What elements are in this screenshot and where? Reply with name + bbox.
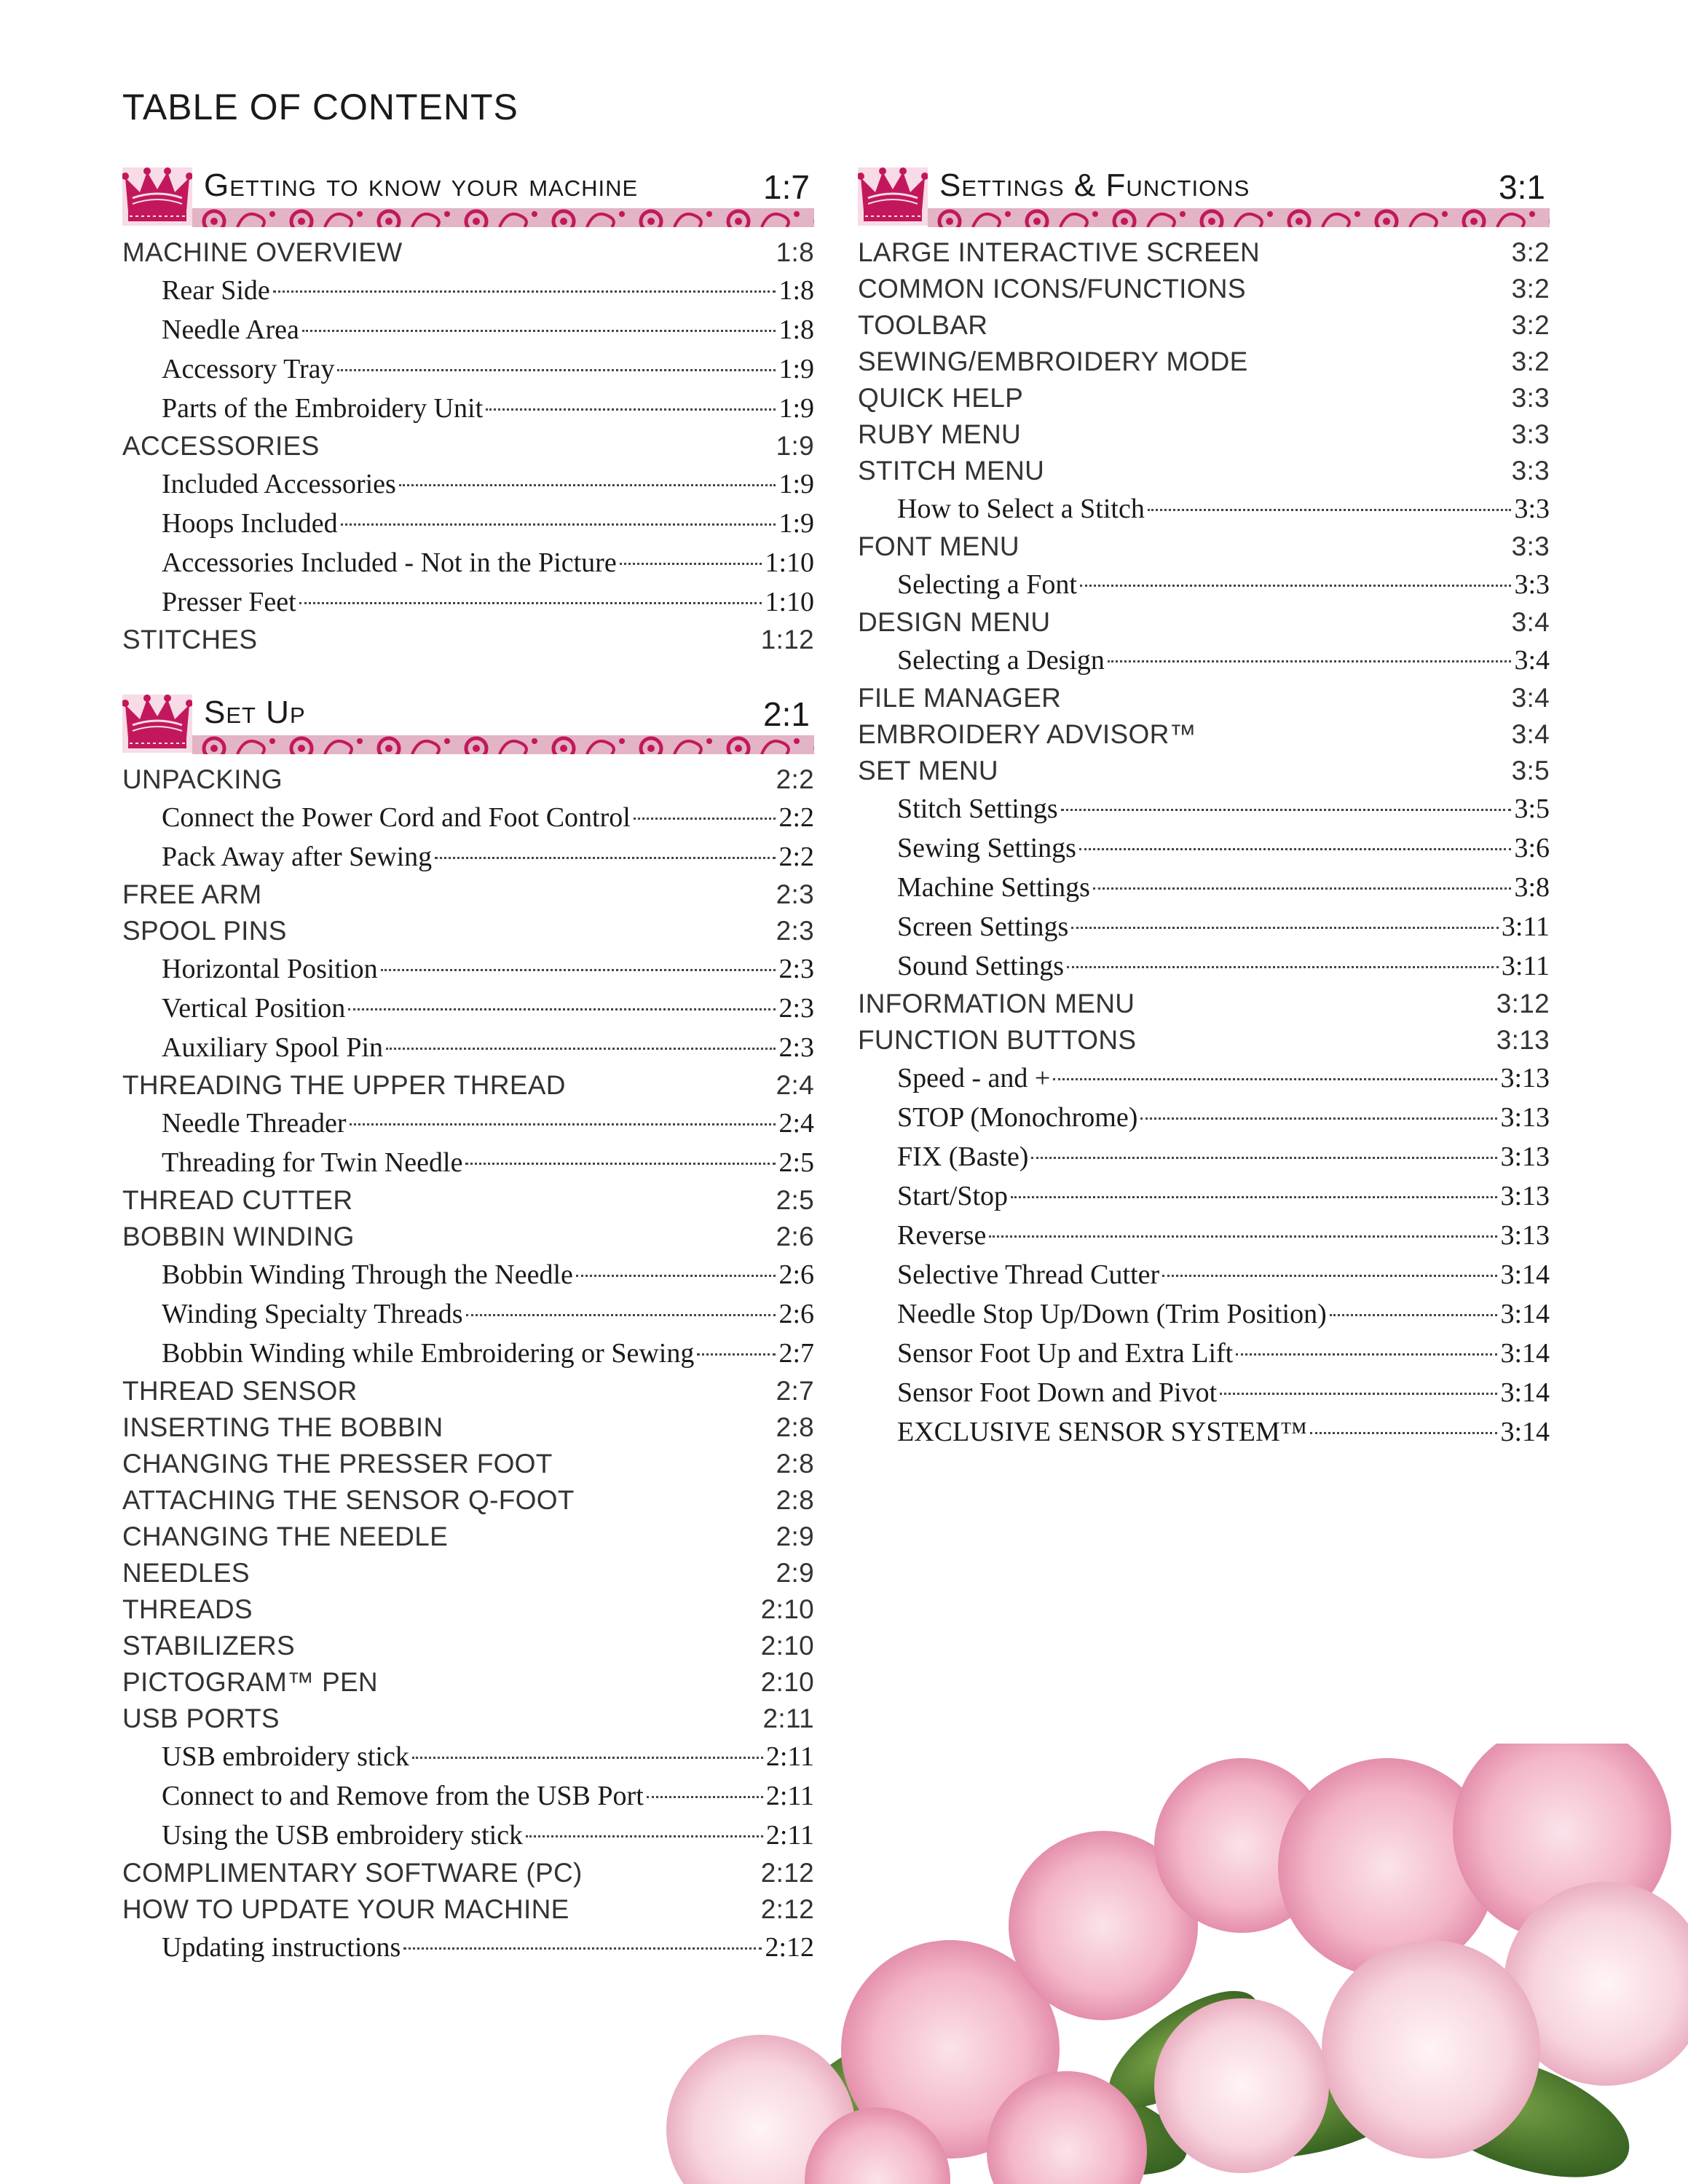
toc-entry-label: Selecting a Design [897, 645, 1105, 676]
toc-entry-label: Needle Stop Up/Down (Trim Position) [897, 1299, 1327, 1329]
toc-entry-label: INSERTING THE BOBBIN [122, 1412, 443, 1442]
toc-entry-label: EXCLUSIVE SENSOR SYSTEM™ [897, 1417, 1307, 1447]
toc-entry-page: 3:3 [1511, 531, 1550, 561]
toc-entry[interactable] [122, 622, 814, 658]
toc-entry-page: 1:12 [760, 625, 814, 654]
toc-entry-page: 2:11 [762, 1704, 814, 1733]
toc-subentry[interactable] [122, 1255, 814, 1294]
toc-entry-label: FIX (Baste) [897, 1142, 1029, 1172]
toc-entry-page: 2:4 [776, 1070, 814, 1100]
toc-entry[interactable] [122, 1519, 814, 1555]
toc-entry-page: 3:14 [1500, 1299, 1550, 1329]
toc-entry-label: BOBBIN WINDING [122, 1222, 355, 1251]
toc-entry-label: EMBROIDERY ADVISOR™ [858, 719, 1196, 749]
toc-entry-page: 3:4 [1514, 645, 1550, 676]
section-number: 1:7 [763, 168, 810, 206]
toc-entry-page: 3:2 [1511, 237, 1550, 267]
toc-entry-label: THREADING THE UPPER THREAD [122, 1070, 566, 1100]
toc-entry-label: THREAD CUTTER [122, 1185, 353, 1215]
toc-entry-label: Stitch Settings [897, 794, 1058, 824]
section-title: Set Up [204, 695, 306, 730]
toc-entry-label: THREADS [122, 1594, 253, 1624]
toc-entry-page: 2:5 [778, 1147, 814, 1178]
toc-entry[interactable] [858, 604, 1550, 641]
toc-entry-label: SET MENU [858, 756, 998, 786]
toc-entry[interactable] [858, 271, 1550, 307]
toc-entry-label: ACCESSORIES [122, 431, 320, 461]
toc-entry-page: 2:12 [765, 1932, 814, 1963]
toc-subentry[interactable] [122, 543, 814, 582]
toc-entry-page: 2:3 [778, 1032, 814, 1063]
toc-subentry[interactable] [858, 1373, 1550, 1412]
swirl-pattern [928, 208, 1550, 227]
toc-list-section-3 [858, 234, 1550, 1452]
section-header-set-up [122, 690, 814, 754]
toc-subentry[interactable] [122, 989, 814, 1028]
toc-entry[interactable] [858, 307, 1550, 344]
toc-entry-page: 2:3 [778, 954, 814, 984]
toc-entry[interactable] [122, 1555, 814, 1591]
toc-entry-page: 2:7 [778, 1338, 814, 1369]
toc-entry-label: Winding Specialty Threads [162, 1299, 463, 1329]
toc-entry-page: 3:3 [1514, 494, 1550, 524]
toc-entry-page: 2:8 [776, 1485, 814, 1515]
toc-entry-page: 2:2 [778, 802, 814, 833]
toc-entry-page: 2:7 [776, 1376, 814, 1406]
toc-entry-label: INFORMATION MENU [858, 989, 1135, 1018]
toc-entry-page: 2:3 [776, 916, 814, 946]
toc-entry-page: 1:9 [778, 508, 814, 539]
toc-entry-page: 2:8 [776, 1412, 814, 1442]
toc-entry-label: Vertical Position [162, 993, 346, 1024]
toc-entry-page: 3:11 [1501, 951, 1550, 981]
toc-entry[interactable] [122, 1409, 814, 1446]
toc-entry-page: 2:2 [776, 764, 814, 794]
toc-entry-label: COMMON ICONS/FUNCTIONS [858, 274, 1246, 304]
toc-entry-page: 3:13 [1500, 1181, 1550, 1211]
section-number: 3:1 [1499, 168, 1545, 206]
toc-entry-page: 1:8 [776, 237, 814, 267]
toc-entry-label: Speed - and + [897, 1063, 1051, 1093]
toc-entry[interactable] [858, 234, 1550, 271]
toc-entry-label: Bobbin Winding Through the Needle [162, 1259, 573, 1290]
toc-subentry[interactable] [122, 837, 814, 877]
toc-subentry[interactable] [122, 310, 814, 349]
toc-subentry[interactable] [858, 1334, 1550, 1373]
section-header-getting-to-know [122, 163, 814, 227]
toc-subentry[interactable] [858, 907, 1550, 946]
toc-entry-page: 3:2 [1511, 310, 1550, 340]
toc-entry-label: THREAD SENSOR [122, 1376, 358, 1406]
toc-entry-page: 1:9 [778, 469, 814, 499]
toc-entry[interactable] [122, 1219, 814, 1255]
toc-entry[interactable] [122, 913, 814, 949]
toc-subentry[interactable] [858, 1255, 1550, 1294]
toc-entry-label: STABILIZERS [122, 1631, 296, 1661]
toc-subentry[interactable] [122, 949, 814, 989]
toc-list-section-1 [122, 234, 814, 658]
toc-entry[interactable] [858, 529, 1550, 565]
toc-entry-label: Sensor Foot Up and Extra Lift [897, 1338, 1234, 1369]
toc-entry-page: 3:13 [1500, 1063, 1550, 1093]
toc-entry-page: 1:10 [765, 587, 814, 617]
toc-entry[interactable] [122, 1591, 814, 1628]
decorative-band [192, 735, 814, 754]
toc-entry-page: 1:9 [778, 354, 814, 384]
toc-entry[interactable] [858, 716, 1550, 753]
toc-entry[interactable] [122, 1067, 814, 1104]
toc-entry-page: 3:3 [1511, 419, 1550, 449]
toc-entry-page: 3:14 [1500, 1338, 1550, 1369]
toc-entry-label: Accessories Included - Not in the Picture [162, 547, 617, 578]
toc-entry-label: Sound Settings [897, 951, 1065, 981]
toc-entry[interactable] [122, 1628, 814, 1664]
toc-entry-label: How to Select a Stitch [897, 494, 1145, 524]
toc-entry-page: 2:12 [760, 1894, 814, 1924]
toc-subentry[interactable] [858, 828, 1550, 868]
toc-entry-label: Screen Settings [897, 911, 1069, 942]
toc-entry-page: 1:10 [765, 547, 814, 578]
toc-entry-label: Updating instructions [162, 1932, 401, 1963]
section-header-settings-functions [858, 163, 1550, 227]
crown-icon [858, 167, 928, 226]
toc-subentry[interactable] [122, 582, 814, 622]
toc-entry-label: ATTACHING THE SENSOR Q-FOOT [122, 1485, 575, 1515]
toc-entry-label: FILE MANAGER [858, 683, 1062, 713]
toc-entry-label: SEWING/EMBROIDERY MODE [858, 347, 1248, 376]
toc-entry-label: PICTOGRAM™ PEN [122, 1667, 378, 1697]
toc-entry-label: Selective Thread Cutter [897, 1259, 1160, 1290]
toc-subentry[interactable] [858, 789, 1550, 828]
toc-subentry[interactable] [122, 1334, 814, 1373]
toc-entry-label: STOP (Monochrome) [897, 1102, 1138, 1133]
toc-subentry[interactable] [858, 489, 1550, 529]
toc-entry-label: FUNCTION BUTTONS [858, 1025, 1137, 1055]
toc-subentry[interactable] [122, 464, 814, 504]
toc-entry-page: 2:10 [760, 1594, 814, 1624]
toc-entry-label: TOOLBAR [858, 310, 988, 340]
toc-entry[interactable] [858, 344, 1550, 380]
crown-icon [122, 695, 192, 753]
toc-entry-label: Auxiliary Spool Pin [162, 1032, 384, 1063]
toc-entry-label: Reverse [897, 1220, 987, 1251]
toc-subentry[interactable] [122, 349, 814, 389]
toc-entry-page: 3:4 [1511, 683, 1550, 713]
section-title: Getting to know your machine [204, 167, 639, 203]
left-column [122, 163, 814, 1967]
toc-entry[interactable] [122, 761, 814, 798]
toc-entry-page: 2:4 [778, 1108, 814, 1139]
toc-entry-page: 3:3 [1514, 569, 1550, 600]
toc-entry[interactable] [122, 1446, 814, 1482]
toc-entry-page: 3:2 [1511, 347, 1550, 376]
toc-entry-page: 2:9 [776, 1558, 814, 1588]
toc-entry-label: Start/Stop [897, 1181, 1009, 1211]
toc-entry-page: 3:2 [1511, 274, 1550, 304]
toc-entry-label: SPOOL PINS [122, 916, 287, 946]
toc-entry-label: USB PORTS [122, 1704, 280, 1733]
swirl-pattern [192, 208, 814, 227]
toc-entry-page: 2:11 [765, 1781, 814, 1811]
toc-entry[interactable] [858, 1022, 1550, 1059]
toc-entry-page: 3:4 [1511, 607, 1550, 637]
crown-icon [122, 167, 192, 226]
toc-entry-label: RUBY MENU [858, 419, 1022, 449]
toc-entry-page: 3:14 [1500, 1417, 1550, 1447]
toc-entry-page: 2:8 [776, 1449, 814, 1479]
toc-entry[interactable] [122, 234, 814, 271]
toc-entry-label: Machine Settings [897, 872, 1090, 903]
toc-entry-label: Sewing Settings [897, 833, 1076, 863]
toc-entry-label: Using the USB embroidery stick [162, 1820, 524, 1851]
toc-entry[interactable] [858, 416, 1550, 453]
toc-entry-page: 3:13 [1500, 1102, 1550, 1133]
toc-entry-page: 1:8 [778, 275, 814, 306]
toc-entry-page: 2:5 [776, 1185, 814, 1215]
toc-entry-label: NEEDLES [122, 1558, 250, 1588]
toc-subentry[interactable] [858, 946, 1550, 986]
toc-entry-page: 1:8 [778, 314, 814, 345]
toc-entry-page: 2:10 [760, 1667, 814, 1697]
toc-entry-page: 3:6 [1514, 833, 1550, 863]
toc-entry-page: 3:12 [1496, 989, 1550, 1018]
toc-entry[interactable] [858, 986, 1550, 1022]
toc-subentry[interactable] [858, 565, 1550, 604]
toc-subentry[interactable] [122, 1294, 814, 1334]
toc-entry-label: FREE ARM [122, 879, 262, 909]
section-number: 2:1 [763, 695, 810, 733]
toc-entry-page: 2:11 [765, 1820, 814, 1851]
toc-entry-label: Connect the Power Cord and Foot Control [162, 802, 631, 833]
toc-entry-page: 2:6 [778, 1259, 814, 1290]
toc-entry-page: 2:6 [776, 1222, 814, 1251]
toc-entry[interactable] [122, 1182, 814, 1219]
toc-entry-page: 3:4 [1511, 719, 1550, 749]
toc-subentry[interactable] [858, 1098, 1550, 1137]
toc-entry-page: 3:5 [1514, 794, 1550, 824]
toc-entry-label: Hoops Included [162, 508, 338, 539]
toc-subentry[interactable] [858, 1216, 1550, 1255]
toc-entry[interactable] [122, 1701, 814, 1737]
toc-subentry[interactable] [122, 504, 814, 543]
toc-entry-label: Sensor Foot Down and Pivot [897, 1377, 1218, 1408]
swirl-pattern [192, 735, 814, 754]
toc-entry-page: 3:5 [1511, 756, 1550, 786]
toc-entry-page: 3:8 [1514, 872, 1550, 903]
toc-entry-label: LARGE INTERACTIVE SCREEN [858, 237, 1261, 267]
toc-entry-label: Presser Feet [162, 587, 296, 617]
toc-entry-label: Included Accessories [162, 469, 396, 499]
toc-entry-page: 3:3 [1511, 383, 1550, 413]
toc-entry-label: CHANGING THE NEEDLE [122, 1522, 449, 1551]
toc-entry-page: 3:14 [1500, 1377, 1550, 1408]
toc-entry-label: Selecting a Font [897, 569, 1077, 600]
toc-entry[interactable] [122, 1373, 814, 1409]
toc-entry-label: UNPACKING [122, 764, 283, 794]
toc-entry-label: Needle Area [162, 314, 299, 345]
toc-subentry[interactable] [858, 1294, 1550, 1334]
toc-entry-page: 2:2 [778, 842, 814, 872]
toc-entry-label: Rear Side [162, 275, 270, 306]
toc-entry-label: Accessory Tray [162, 354, 335, 384]
toc-subentry[interactable] [858, 1059, 1550, 1098]
toc-entry-label: Connect to and Remove from the USB Port [162, 1781, 644, 1811]
toc-entry-label: Needle Threader [162, 1108, 347, 1139]
toc-entry-page: 3:3 [1511, 456, 1550, 486]
toc-entry[interactable] [122, 1664, 814, 1701]
toc-entry[interactable] [122, 1482, 814, 1519]
toc-entry-page: 3:13 [1500, 1220, 1550, 1251]
toc-subentry[interactable] [122, 389, 814, 428]
toc-subentry[interactable] [122, 1104, 814, 1143]
toc-entry[interactable] [858, 753, 1550, 789]
toc-entry-label: HOW TO UPDATE YOUR MACHINE [122, 1894, 569, 1924]
toc-entry[interactable] [858, 453, 1550, 489]
toc-entry-label: STITCH MENU [858, 456, 1045, 486]
toc-entry-label: Bobbin Winding while Embroidering or Sewing [162, 1338, 695, 1369]
toc-entry-label: DESIGN MENU [858, 607, 1051, 637]
section-title: Settings & Functions [939, 167, 1250, 203]
toc-subentry[interactable] [858, 868, 1550, 907]
toc-entry-label: Pack Away after Sewing [162, 842, 433, 872]
toc-entry-page: 3:14 [1500, 1259, 1550, 1290]
toc-entry-label: USB embroidery stick [162, 1741, 409, 1772]
toc-entry-page: 2:9 [776, 1522, 814, 1551]
toc-entry-page: 1:9 [776, 431, 814, 461]
toc-subentry[interactable] [858, 1137, 1550, 1176]
toc-subentry[interactable] [122, 798, 814, 837]
decorative-band [928, 208, 1550, 227]
toc-entry-label: STITCHES [122, 625, 258, 654]
toc-entry-label: FONT MENU [858, 531, 1019, 561]
toc-entry[interactable] [858, 680, 1550, 716]
toc-subentry[interactable] [122, 1143, 814, 1182]
toc-subentry[interactable] [122, 1028, 814, 1067]
toc-entry-page: 1:9 [778, 393, 814, 424]
toc-entry-page: 3:11 [1501, 911, 1550, 942]
toc-entry-label: Parts of the Embroidery Unit [162, 393, 484, 424]
toc-subentry[interactable] [858, 1176, 1550, 1216]
toc-entry[interactable] [858, 380, 1550, 416]
toc-entry[interactable] [122, 428, 814, 464]
toc-entry-label: CHANGING THE PRESSER FOOT [122, 1449, 553, 1479]
decorative-band [192, 208, 814, 227]
page-title: TABLE OF CONTENTS [122, 87, 518, 127]
hydrangea-flowers-image [659, 1744, 1688, 2184]
toc-entry-label: Horizontal Position [162, 954, 378, 984]
toc-entry-page: 3:13 [1500, 1142, 1550, 1172]
right-column [858, 163, 1550, 1452]
toc-entry-page: 2:12 [760, 1858, 814, 1888]
toc-entry-page: 2:3 [776, 879, 814, 909]
toc-entry-page: 2:6 [778, 1299, 814, 1329]
toc-subentry[interactable] [858, 641, 1550, 680]
toc-entry-page: 3:13 [1496, 1025, 1550, 1055]
toc-entry[interactable] [122, 877, 814, 913]
toc-entry-page: 2:10 [760, 1631, 814, 1661]
toc-entry-label: COMPLIMENTARY SOFTWARE (PC) [122, 1858, 583, 1888]
toc-entry-label: Threading for Twin Needle [162, 1147, 463, 1178]
toc-entry-page: 2:11 [765, 1741, 814, 1772]
toc-entry-label: MACHINE OVERVIEW [122, 237, 403, 267]
toc-subentry[interactable] [858, 1412, 1550, 1452]
toc-subentry[interactable] [122, 271, 814, 310]
toc-entry-label: QUICK HELP [858, 383, 1024, 413]
toc-entry-page: 2:3 [778, 993, 814, 1024]
